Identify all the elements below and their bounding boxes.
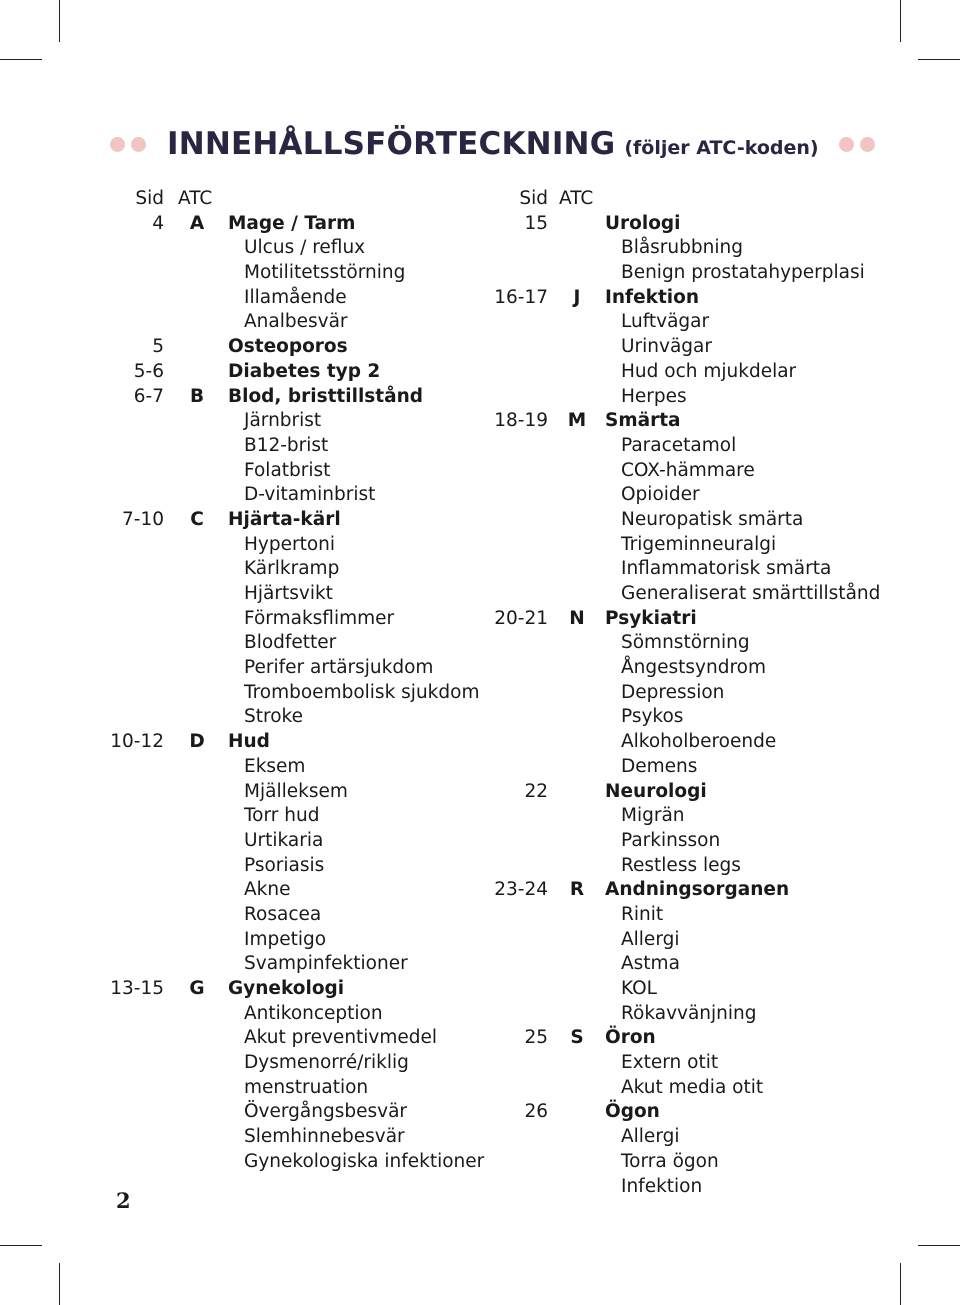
subentry-name: Tromboembolisk sjukdom bbox=[244, 681, 480, 703]
category-name: Andningsorganen bbox=[605, 879, 790, 901]
subentry-name: Astma bbox=[621, 953, 680, 975]
subentry-name: Förmaksflimmer bbox=[244, 607, 395, 629]
title-subtitle: (följer ATC-koden) bbox=[624, 137, 819, 159]
subentry-name: Övergångsbesvär bbox=[244, 1101, 408, 1123]
subentry-name: Herpes bbox=[621, 385, 687, 407]
page-ref: 6-7 bbox=[133, 385, 164, 407]
crop-mark bbox=[59, 0, 60, 42]
crop-mark bbox=[900, 0, 901, 42]
page-ref: 5-6 bbox=[133, 360, 164, 382]
subentry-name: Järnbrist bbox=[244, 410, 322, 432]
page-title bbox=[110, 120, 870, 168]
decorative-dots bbox=[110, 137, 146, 152]
subentry-name: Impetigo bbox=[244, 928, 327, 950]
subentry-name: Sömnstörning bbox=[621, 632, 750, 654]
atc-code: G bbox=[189, 978, 205, 999]
subentry-name: Stroke bbox=[244, 706, 303, 728]
category-name: Hud bbox=[228, 731, 270, 753]
subentry-name: Inflammatorisk smärta bbox=[621, 558, 832, 580]
atc-code: N bbox=[569, 607, 585, 629]
category-name: Hjärta-kärl bbox=[228, 508, 341, 530]
dot-icon bbox=[110, 137, 125, 152]
atc-code: R bbox=[569, 879, 585, 901]
category-name: Urologi bbox=[605, 212, 681, 234]
category-name: Diabetes typ 2 bbox=[228, 360, 381, 382]
page-ref: 5 bbox=[152, 336, 164, 358]
atc-code: C bbox=[190, 508, 204, 530]
subentry-name: Allergi bbox=[621, 928, 680, 950]
atc-code: M bbox=[567, 410, 587, 432]
atc-code: S bbox=[570, 1027, 584, 1049]
page-ref: 25 bbox=[524, 1027, 548, 1049]
category-name: Osteoporos bbox=[228, 336, 348, 358]
subentry-name: Eksem bbox=[244, 755, 306, 777]
page-ref: 10-12 bbox=[110, 731, 164, 753]
page-ref: 16-17 bbox=[494, 286, 548, 308]
subentry-name: Ulcus / reflux bbox=[244, 237, 366, 259]
subentry-name: Perifer artärsjukdom bbox=[244, 657, 434, 679]
dot-icon bbox=[839, 137, 854, 152]
subentry-name: Demens bbox=[621, 755, 698, 777]
subentry-name: Rosacea bbox=[244, 903, 322, 925]
dot-icon bbox=[131, 137, 146, 152]
category-name: Infektion bbox=[605, 286, 700, 308]
atc-code: A bbox=[189, 212, 205, 234]
subentry-name: Opioider bbox=[621, 484, 700, 506]
decorative-dots bbox=[839, 137, 875, 152]
subentry-name: Parkinsson bbox=[621, 829, 721, 851]
crop-mark bbox=[918, 1245, 960, 1246]
subentry-name: Depression bbox=[621, 681, 725, 703]
subentry-name: Svampinfektioner bbox=[244, 953, 408, 975]
subentry-name: Blåsrubbning bbox=[621, 237, 743, 259]
crop-mark bbox=[918, 59, 960, 60]
page-ref: 18-19 bbox=[494, 410, 548, 432]
subentry-name: Mjälleksem bbox=[244, 780, 348, 802]
page-ref: 26 bbox=[524, 1101, 548, 1123]
subentry-name: Rinit bbox=[621, 903, 664, 925]
category-name: Neurologi bbox=[605, 780, 707, 802]
subentry-name: Trigeminneuralgi bbox=[621, 533, 777, 555]
subentry-name: Rökavvänjning bbox=[621, 1002, 757, 1024]
title-main: INNEHÅLLSFÖRTECKNING bbox=[167, 126, 616, 162]
subentry-name: Dysmenorré/riklig bbox=[244, 1052, 409, 1074]
subentry-name: COX-hämmare bbox=[621, 459, 755, 481]
category-name: Ögon bbox=[605, 1101, 660, 1123]
subentry-name: Extern otit bbox=[621, 1052, 719, 1074]
subentry-name: Hjärtsvikt bbox=[244, 583, 333, 604]
subentry-name: Urtikaria bbox=[244, 829, 324, 851]
subentry-name: Benign prostatahyperplasi bbox=[621, 262, 865, 284]
atc-code: J bbox=[573, 286, 581, 308]
subentry-name: Neuropatisk smärta bbox=[621, 508, 804, 530]
subentry-name: Infektion bbox=[621, 1175, 703, 1197]
atc-header: ATC bbox=[178, 188, 213, 209]
subentry-name: D-vitaminbrist bbox=[244, 484, 376, 506]
subentry-name: Urinvägar bbox=[621, 336, 712, 358]
page-ref: 22 bbox=[524, 780, 548, 802]
crop-mark bbox=[0, 1245, 42, 1246]
subentry-name: Ångestsyndrom bbox=[621, 657, 766, 679]
category-name: Psykiatri bbox=[605, 607, 697, 629]
subentry-name: Gynekologiska infektioner bbox=[244, 1150, 485, 1172]
subentry-name: Psykos bbox=[621, 706, 684, 728]
dot-icon bbox=[860, 137, 875, 152]
crop-mark bbox=[59, 1263, 60, 1305]
page-ref: 13-15 bbox=[110, 978, 164, 999]
subentry-name: Paracetamol bbox=[621, 434, 737, 456]
category-name: Mage / Tarm bbox=[228, 212, 356, 234]
subentry-name: KOL bbox=[621, 978, 657, 999]
subentry-name: Hypertoni bbox=[244, 533, 336, 555]
category-name: Smärta bbox=[605, 410, 681, 432]
subentry-name: Torra ögon bbox=[621, 1150, 719, 1172]
atc-header: ATC bbox=[559, 188, 594, 209]
subentry-name: Antikonception bbox=[244, 1002, 383, 1024]
page-ref: 15 bbox=[524, 212, 548, 234]
page-ref: 4 bbox=[152, 212, 164, 234]
subentry-name: menstruation bbox=[244, 1076, 369, 1098]
subentry-name: Folatbrist bbox=[244, 459, 331, 481]
subentry-name: Migrän bbox=[621, 805, 685, 827]
subentry-name: Psoriasis bbox=[244, 854, 325, 876]
subentry-name: B12-brist bbox=[244, 434, 329, 456]
category-name: Blod, bristtillstånd bbox=[228, 385, 424, 407]
subentry-name: Restless legs bbox=[621, 854, 741, 876]
subentry-name: Analbesvär bbox=[244, 311, 348, 333]
subentry-name: Akut preventivmedel bbox=[244, 1027, 438, 1049]
atc-code: D bbox=[189, 731, 205, 753]
subentry-name: Allergi bbox=[621, 1126, 680, 1148]
crop-mark bbox=[900, 1263, 901, 1305]
subentry-name: Hud och mjukdelar bbox=[621, 360, 797, 382]
page-ref: 7-10 bbox=[122, 508, 164, 530]
subentry-name: Generaliserat smärttillstånd bbox=[621, 583, 881, 604]
subentry-name: Slemhinnebesvär bbox=[244, 1126, 405, 1148]
page-number: 2 bbox=[116, 1188, 131, 1213]
category-name: Gynekologi bbox=[228, 978, 345, 999]
page-ref: 23-24 bbox=[494, 879, 548, 901]
subentry-name: Luftvägar bbox=[621, 311, 710, 333]
page-ref: 20-21 bbox=[494, 607, 548, 629]
subentry-name: Blodfetter bbox=[244, 632, 337, 654]
subentry-name: Alkoholberoende bbox=[621, 731, 777, 753]
subentry-name: Akut media otit bbox=[621, 1076, 764, 1098]
sid-header: Sid bbox=[135, 188, 164, 209]
subentry-name: Kärlkramp bbox=[244, 558, 340, 580]
category-name: Öron bbox=[605, 1027, 656, 1049]
subentry-name: Motilitetsstörning bbox=[244, 262, 406, 284]
sid-header: Sid bbox=[519, 188, 548, 209]
atc-code: B bbox=[189, 385, 205, 407]
subentry-name: Torr hud bbox=[244, 805, 320, 827]
subentry-name: Akne bbox=[244, 879, 291, 901]
subentry-name: Illamående bbox=[244, 286, 347, 308]
crop-mark bbox=[0, 59, 42, 60]
